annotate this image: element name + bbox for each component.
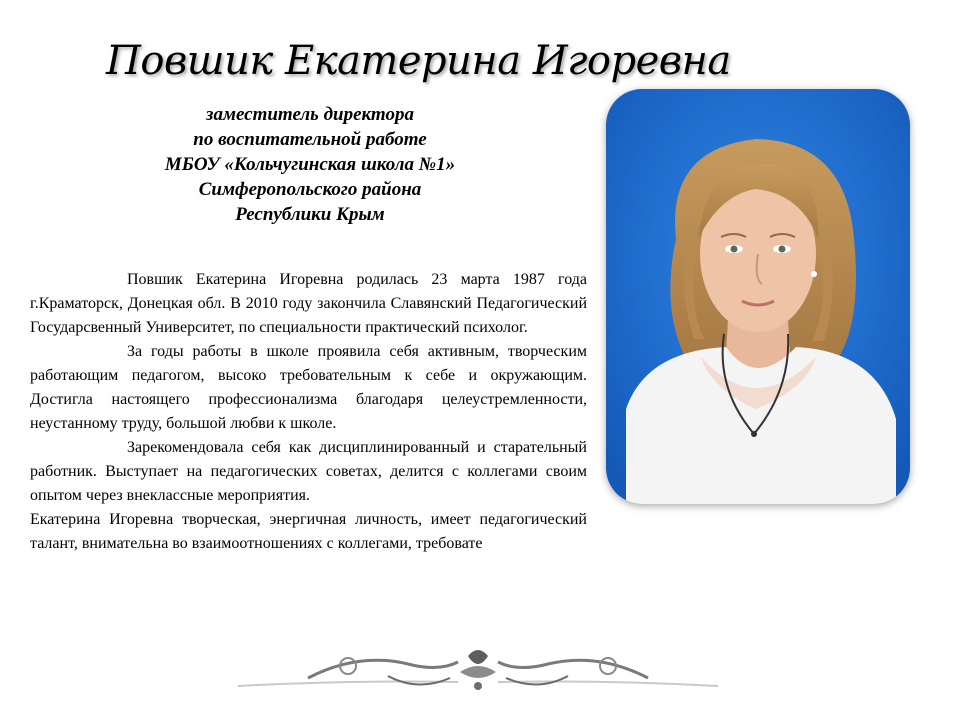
position-block (100, 102, 520, 227)
position-line: МБОУ «Кольчугинская школа №1» (164, 154, 456, 175)
bio-paragraph: Повшик Екатерина Игоревна родилась 23 марта 1987 года г.Краматорск, Донецкая обл. В 2010 году закончила Славянский Педагогический Государсвенный Университет, по специальности практический психолог. (30, 271, 587, 336)
person-name: Повшик Екатерина Игоревна (106, 38, 731, 84)
portrait-photo (606, 89, 910, 504)
bio-paragraph: За годы работы в школе проявила себя активным, творческим работающим педагогом, высоко требовательным к себе и окружающим. Достигла настоящего профессионализма благодаря целеустремленности, неустанному труду, большой любви к школе. (30, 343, 587, 432)
position-line: по воспитательной работе (193, 129, 427, 150)
position-line: Симферопольского района (198, 179, 422, 200)
position-line: Республики Крым (235, 204, 385, 225)
bio-paragraph: Екатерина Игоревна творческая, энергичная личность, имеет педагогический талант, внимательна во взаимоотношениях с коллегами, требовате (30, 511, 587, 552)
ornament-divider (228, 642, 728, 702)
bio-paragraph: Зарекомендовала себя как дисциплинированный и старательный работник. Выступает на педагогических советах, делится с коллегами своим опытом через внеклассные мероприятия. (30, 439, 587, 504)
biography-text (30, 268, 587, 652)
position-line: заместитель директора (206, 104, 414, 125)
